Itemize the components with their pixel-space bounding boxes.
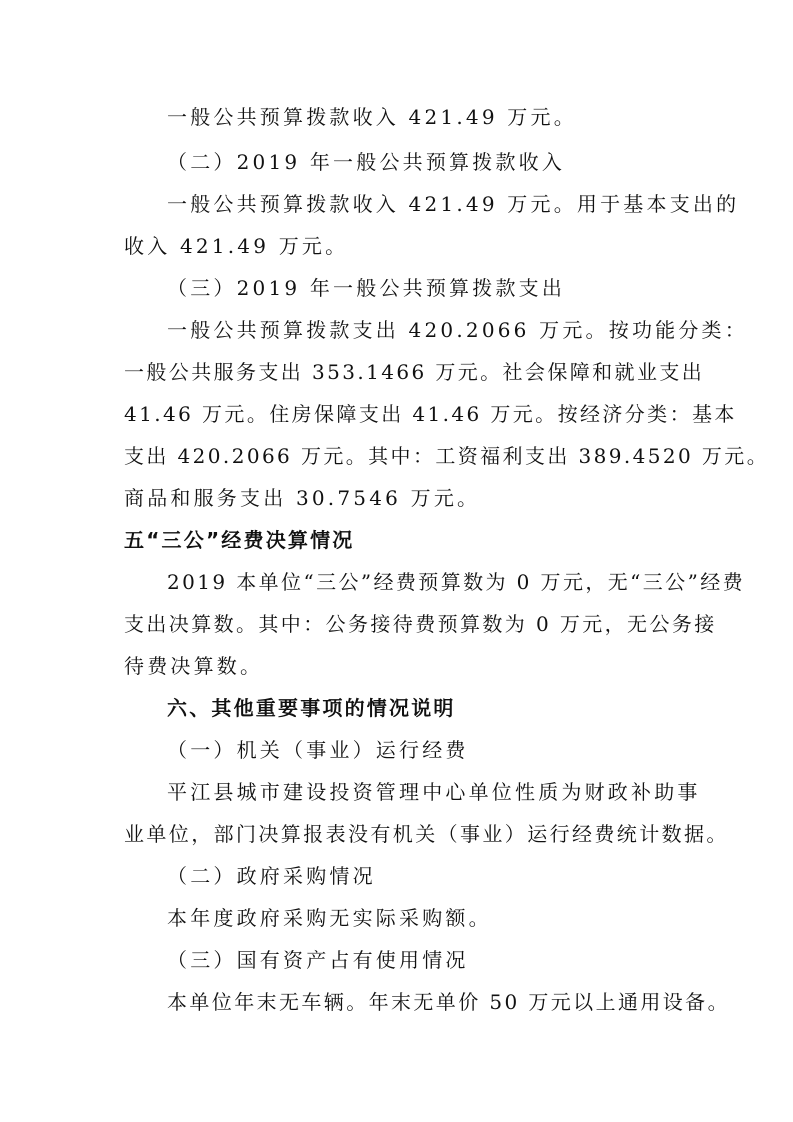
section-heading: （二）政府采购情况 — [167, 864, 376, 888]
section-heading: （三）2019 年一般公共预算拨款支出 — [167, 276, 566, 300]
paragraph-line: 商品和服务支出 30.7546 万元。 — [124, 486, 481, 510]
paragraph-line: 一般公共服务支出 353.1466 万元。社会保障和就业支出 — [124, 360, 705, 384]
section-heading: （一）机关（事业）运行经费 — [167, 738, 469, 762]
paragraph-line: 支出 420.2066 万元。其中：工资福利支出 389.4520 万元。 — [124, 444, 770, 468]
paragraph-line: 一般公共预算拨款收入 421.49 万元。 — [167, 105, 577, 129]
paragraph-line: 2019 本单位“三公”经费预算数为 0 万元，无“三公”经费 — [167, 570, 745, 594]
paragraph-line: 41.46 万元。住房保障支出 41.46 万元。按经济分类：基本 — [124, 402, 737, 426]
paragraph-line: 一般公共预算拨款收入 421.49 万元。用于基本支出的 — [167, 192, 740, 216]
paragraph-line: 本年度政府采购无实际采购额。 — [167, 906, 492, 930]
section-heading: （三）国有资产占有使用情况 — [167, 948, 469, 972]
paragraph-line: 待费决算数。 — [124, 654, 264, 678]
paragraph-line: 平江县城市建设投资管理中心单位性质为财政补助事 — [167, 780, 701, 804]
section-title: 五“三公”经费决算情况 — [124, 528, 355, 552]
paragraph-line: 业单位，部门决算报表没有机关（事业）运行经费统计数据。 — [124, 822, 729, 846]
section-title: 六、其他重要事项的情况说明 — [167, 696, 456, 720]
paragraph-line: 一般公共预算拨款支出 420.2066 万元。按功能分类： — [167, 318, 748, 342]
paragraph-line: 收入 421.49 万元。 — [124, 234, 349, 258]
paragraph-line: 支出决算数。其中：公务接待费预算数为 0 万元，无公务接 — [124, 612, 717, 636]
paragraph-line: 本单位年末无车辆。年末无单价 50 万元以上通用设备。 — [167, 990, 730, 1014]
section-heading: （二）2019 年一般公共预算拨款收入 — [167, 150, 566, 174]
